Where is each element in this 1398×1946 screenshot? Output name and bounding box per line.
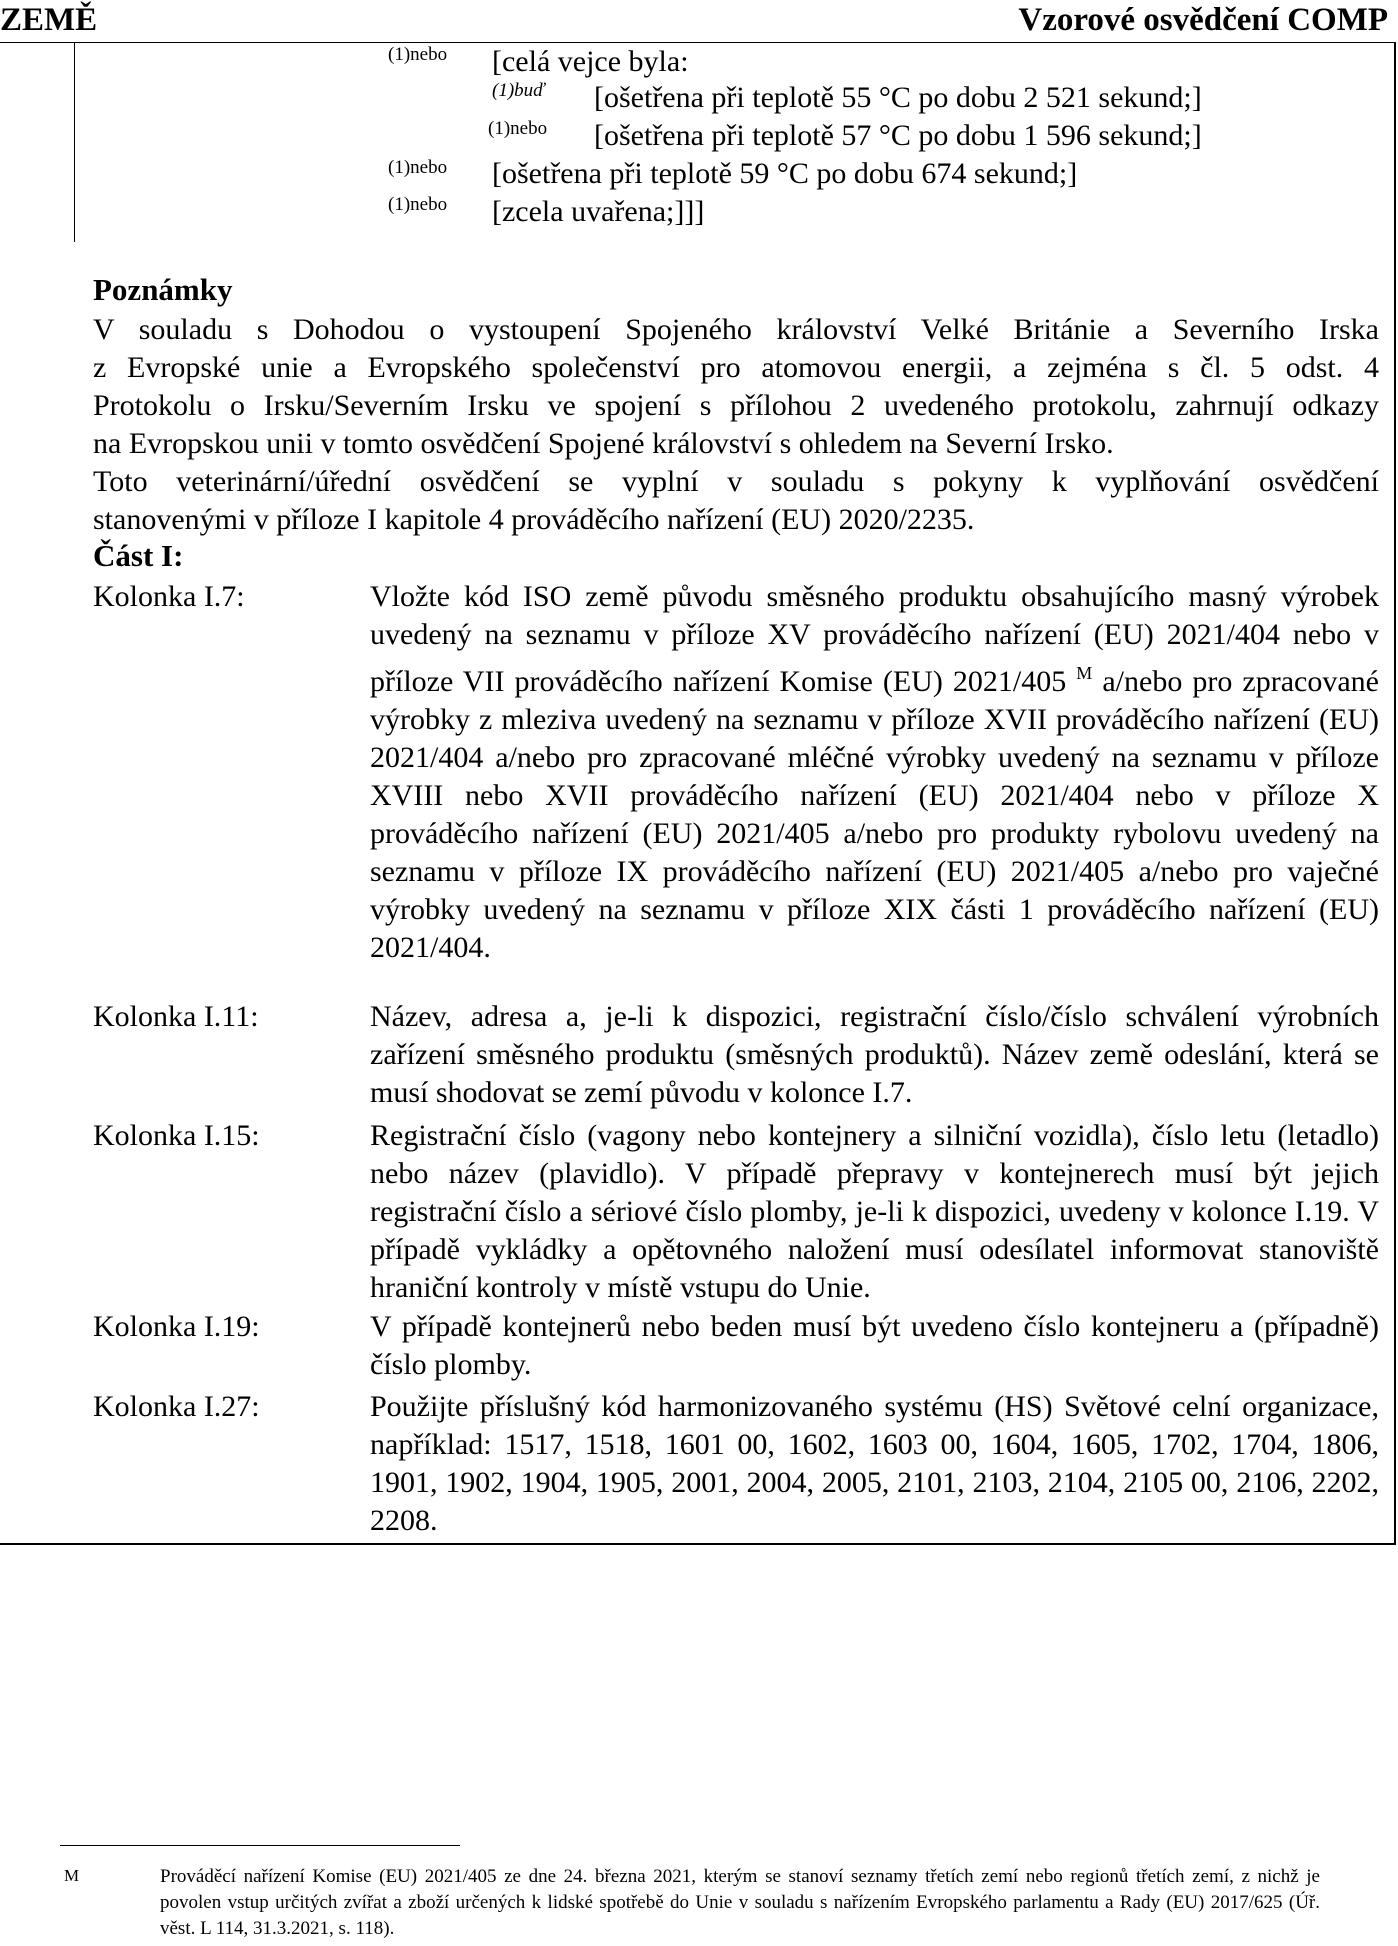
notes-paragraph-line: na Evropskou unii v tomto osvědčení Spojené království s ohledem na Severní Irsko. [93, 427, 1114, 460]
notes-paragraph-line: Toto veterinární/úřední osvědčení se vyplní v souladu s pokyny k vyplňování osvědčení [93, 465, 1379, 498]
box-label: Kolonka I.7: [93, 580, 245, 613]
option-marker: (1)nebo [388, 157, 448, 178]
notes-paragraph-line: V souladu s Dohodou o vystoupení Spojeného království Velké Británie a Severního Irska [93, 313, 1379, 346]
header-country: ZEMĚ [0, 2, 98, 38]
footnote-reference: M [1076, 663, 1093, 683]
notes-heading: Poznámky [93, 272, 233, 307]
box-description: V případě kontejnerů nebo beden musí být uvedeno číslo kontejneru a (případně) číslo plomby. [370, 1310, 1379, 1381]
left-column-divider [74, 42, 75, 242]
option-marker: (1)nebo [388, 44, 448, 65]
box-description: Použijte příslušný kód harmonizovaného systému (HS) Světové celní organizace, například: 1517, 1518, 1601 00, 1602, 1603 00, 1604, 1605, 1702, 1704, 1806, 1901, 1902, 1904, 1905, 2001, 2004, 2005, 2101, 2103, 2104, 2105 00, 2106, 2202, 2208. [370, 1390, 1379, 1537]
option-marker: (1)nebo [488, 118, 548, 139]
option-text: [ošetřena při teplotě 59 °C po dobu 674 sekund;] [492, 157, 1078, 190]
footnote-mark: M [64, 1866, 80, 1885]
box-label: Kolonka I.11: [93, 1000, 259, 1033]
option-text: [zcela uvařena;]]] [492, 195, 705, 228]
option-text: [ošetřena při teplotě 57 °C po dobu 1 596 sekund;] [594, 119, 1202, 152]
option-marker: (1)buď [492, 80, 545, 101]
footnote-text: Prováděcí nařízení Komise (EU) 2021/405 ze dne 24. března 2021, kterým se stanoví seznamy třetích zemí nebo regionů třetích zemí, z nichž je povolen vstup určitých zvířat a zboží určených k lidské spotřebě do Unie v souladu s nařízením Evropského parlamentu a Rady (EU) 2017/625 (Úř. věst. L 114, 31.3.2021, s. 118). [160, 1866, 1320, 1939]
header-certificate-title: Vzorové osvědčení COMP [1018, 2, 1388, 38]
box-text: a/nebo pro zpracované výrobky z mleziva uvedený na seznamu v příloze XVII prováděcího nařízení (EU) 2021/404 a/nebo pro zpracované mléčné výrobky uvedený na seznamu v příloze XVIII nebo XVII prováděcího nařízení (EU) 2021/404 nebo v příloze X prováděcího nařízení (EU) 2021/405 a/nebo pro produkty rybolovu uvedený na seznamu v příloze IX prováděcího nařízení (EU) 2021/405 a/nebo pro vaječné výrobky uvedený na seznamu v příloze XIX části 1 prováděcího nařízení (EU) 2021/404. [370, 665, 1379, 964]
option-text: [celá vejce byla: [492, 45, 689, 78]
box-description: Registrační číslo (vagony nebo kontejnery a silniční vozidla), číslo letu (letadlo) nebo název (plavidlo). V případě přepravy v kontejnerech musí být jejich registrační číslo a sériové číslo plomby, je-li k dispozici, uvedeny v kolonce I.19. V případě vykládky a opětovného naložení musí odesílatel informovat stanoviště hraniční kontroly v místě vstupu do Unie. [370, 1119, 1379, 1304]
box-description [370, 578, 1379, 967]
box-description: Název, adresa a, je-li k dispozici, registrační číslo/číslo schválení výrobních zařízení směsného produktu (směsných produktů). Název země odeslání, která se musí shodovat se zemí původu v kolonce I.7. [370, 1000, 1379, 1109]
box-text: Vložte kód ISO země původu směsného produktu obsahujícího masný výrobek uvedený na seznamu v příloze XV prováděcího nařízení (EU) 2021/404 nebo v příloze VII prováděcího nařízení Komise (EU) 2021/405 [370, 580, 1379, 698]
footnote-separator [60, 1845, 460, 1846]
option-marker: (1)nebo [388, 194, 448, 215]
notes-paragraph-line: stanovenými v příloze I kapitole 4 prováděcího nařízení (EU) 2020/2235. [93, 503, 975, 536]
box-label: Kolonka I.27: [93, 1390, 260, 1423]
notes-paragraph-line: Protokolu o Irsku/Severním Irsku ve spojení s přílohou 2 uvedeného protokolu, zahrnují odkazy [93, 389, 1379, 422]
notes-paragraph-line: z Evropské unie a Evropského společenství pro atomovou energii, a zejména s čl. 5 odst. 4 [93, 351, 1379, 384]
part-heading: Část I: [93, 538, 184, 573]
box-label: Kolonka I.19: [93, 1310, 260, 1343]
option-text: [ošetřena při teplotě 55 °C po dobu 2 521 sekund;] [594, 81, 1202, 114]
box-label: Kolonka I.15: [93, 1119, 260, 1152]
